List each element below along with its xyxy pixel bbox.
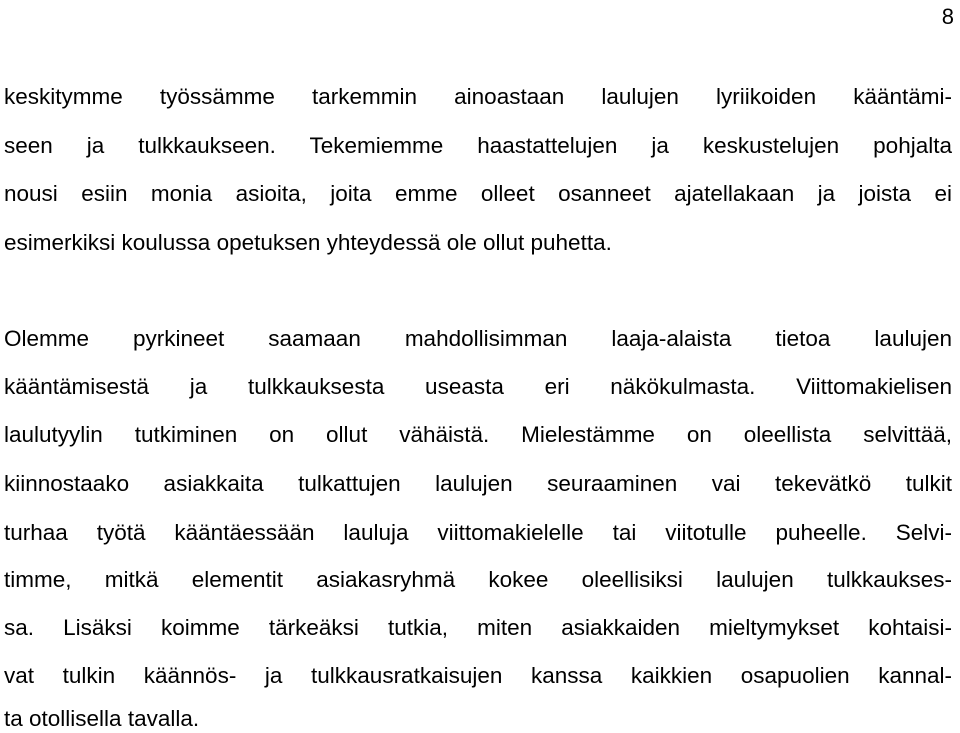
page-number: 8 — [941, 4, 954, 29]
paragraph-line: vat tulkin käännös- ja tulkkausratkaisujen kanssa kaikkien osapuolien kannal- — [4, 663, 952, 688]
paragraph-line: Olemme pyrkineet saamaan mahdollisimman laaja-alaista tietoa laulujen — [4, 326, 952, 351]
paragraph-line: turhaa työtä kääntäessään lauluja viittomakielelle tai viitotulle puheelle. Selvi- — [4, 520, 952, 545]
paragraph-line: sa. Lisäksi koimme tärkeäksi tutkia, miten asiakkaiden mieltymykset kohtaisi- — [4, 615, 952, 640]
paragraph-line: seen ja tulkkaukseen. Tekemiemme haastattelujen ja keskustelujen pohjalta — [4, 133, 952, 158]
paragraph-line: nousi esiin monia asioita, joita emme olleet osanneet ajatellakaan ja joista ei — [4, 181, 952, 206]
paragraph-line: laulutyylin tutkiminen on ollut vähäistä. Mielestämme on oleellista selvittää, — [4, 422, 952, 447]
paragraph-line: kiinnostaako asiakkaita tulkattujen laulujen seuraaminen vai tekevätkö tulkit — [4, 471, 952, 496]
paragraph-line: timme, mitkä elementit asiakasryhmä kokee oleellisiksi laulujen tulkkaukses- — [4, 567, 952, 592]
paragraph-line: esimerkiksi koulussa opetuksen yhteydessä ole ollut puhetta. — [4, 230, 612, 255]
paragraph-line: ta otollisella tavalla. — [4, 706, 200, 731]
paragraph-line: keskitymme työssämme tarkemmin ainoastaan laulujen lyriikoiden kääntämi- — [4, 84, 952, 109]
paragraph-line: kääntämisestä ja tulkkauksesta useasta eri näkökulmasta. Viittomakielisen — [4, 374, 952, 399]
